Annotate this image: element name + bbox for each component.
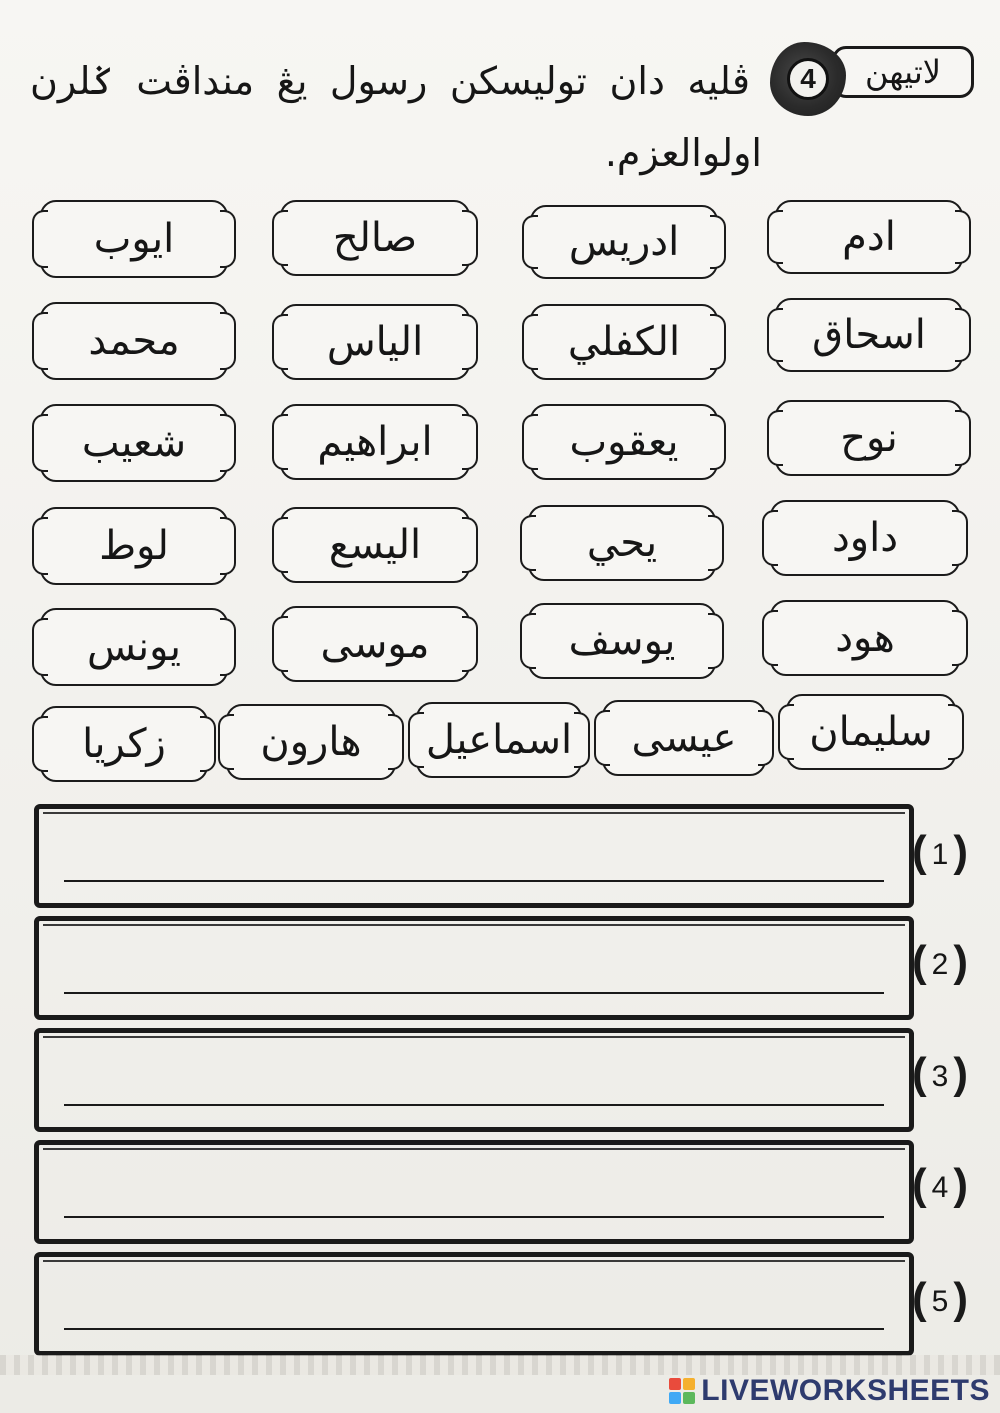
answer-number-5: ( 5 ) [912,1282,968,1322]
word-card[interactable]: نوح [775,400,963,476]
answer-input-1[interactable] [64,828,884,880]
answer-input-3[interactable] [64,1052,884,1104]
answer-number-1: ( 1 ) [912,835,968,875]
word-card[interactable]: شعيب [40,404,228,482]
answer-input-2[interactable] [64,940,884,992]
word-card[interactable]: عيسى [602,700,766,776]
brand-name: LIVEWORKSHEETS [701,1374,990,1407]
instruction-text: ڤليه دان توليسكن رسول يڠ منداڤت ݢلرن [30,59,750,103]
answer-row-3 [34,1028,914,1132]
word-card[interactable]: الكفلي [530,304,718,380]
answer-number-3: ( 3 ) [912,1057,968,1097]
instruction-text-line2: اولوالعزم. [604,131,762,175]
word-card[interactable]: اسماعيل [416,702,582,778]
word-card[interactable]: ايوب [40,200,228,278]
word-card[interactable]: سليمان [786,694,956,770]
word-card[interactable]: لوط [40,507,228,585]
answer-row-4 [34,1140,914,1244]
word-card[interactable]: هود [770,600,960,676]
word-card[interactable]: داود [770,500,960,576]
liveworksheets-watermark [669,1374,990,1408]
word-card[interactable]: اليسع [280,507,470,583]
answer-row-1 [34,804,914,908]
answer-writing-line [64,1104,884,1106]
answer-row-2 [34,916,914,1020]
word-card[interactable]: ادريس [530,205,718,279]
word-card[interactable]: يونس [40,608,228,686]
answer-writing-line [64,992,884,994]
page-bottom-border [0,1355,1000,1375]
answer-number-2: ( 2 ) [912,945,968,985]
word-card[interactable]: موسى [280,606,470,682]
word-card[interactable]: ابراهيم [280,404,470,480]
word-card[interactable]: هارون [226,704,396,780]
answer-input-4[interactable] [64,1164,884,1216]
word-card[interactable]: زكريا [40,706,208,782]
word-card[interactable]: يوسف [528,603,716,679]
exercise-number: 4 [787,58,829,100]
exercise-label-text: لاتيهن [865,53,941,91]
answer-input-5[interactable] [64,1276,884,1328]
word-card[interactable]: الياس [280,304,470,380]
word-card[interactable]: محمد [40,302,228,380]
word-card[interactable]: يحي [528,505,716,581]
answer-number-4: ( 4 ) [912,1168,968,1208]
word-card[interactable]: ادم [775,200,963,274]
answer-row-5 [34,1252,914,1356]
answer-writing-line [64,1328,884,1330]
answer-writing-line [64,1216,884,1218]
word-card[interactable]: اسحاق [775,298,963,372]
answer-writing-line [64,880,884,882]
word-card[interactable]: يعقوب [530,404,718,480]
word-card[interactable]: صالح [280,200,470,276]
liveworksheets-logo-icon [669,1378,695,1404]
